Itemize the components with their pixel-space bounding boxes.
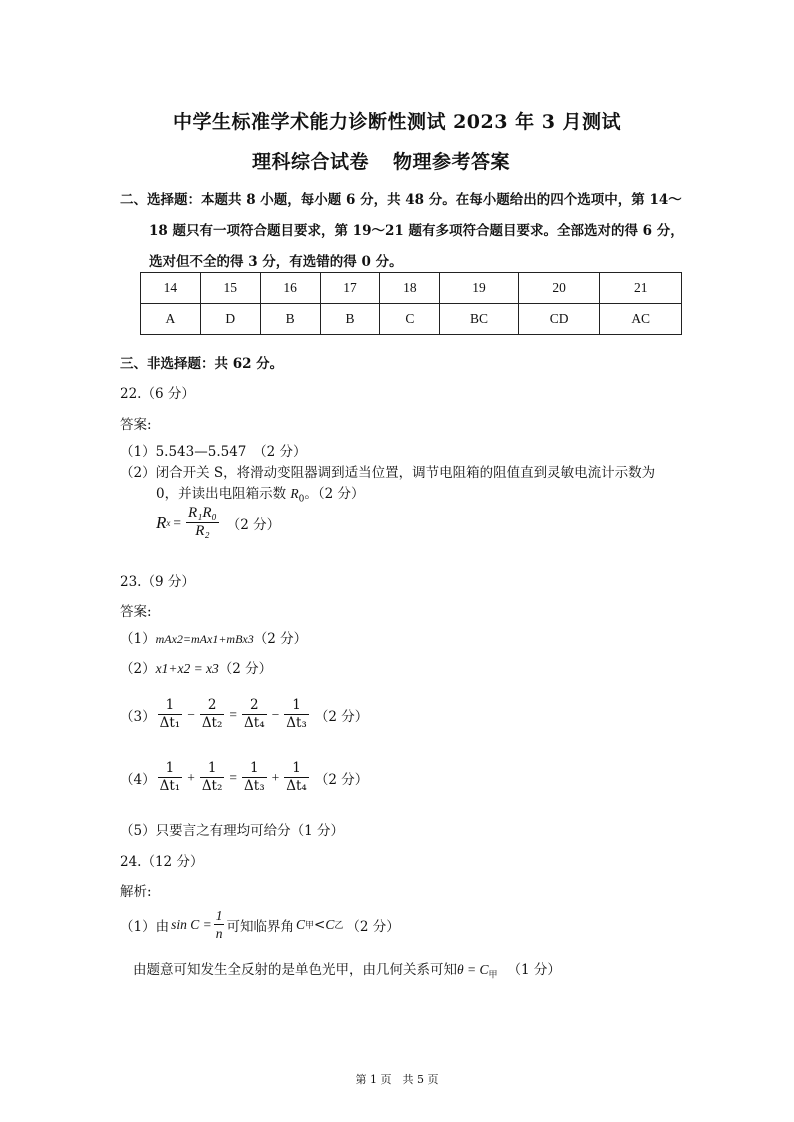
q24-part2-expr: θ = C — [457, 962, 489, 977]
answer-cell: C — [380, 304, 440, 335]
question-number-cell: 15 — [200, 273, 260, 304]
q22-formula: R x = $\frac{\text{R₁R₀}}{\text{R₂}}$ （2 分） — [156, 505, 281, 539]
fraction-denominator: Δt₃ — [244, 778, 265, 794]
page-title: 中学生标准学术能力诊断性测试 2023 年 3 月测试 — [172, 111, 622, 133]
q23-part1-label: （1） — [120, 631, 156, 647]
q24-part1-c1-sub: 甲 — [304, 921, 314, 931]
fraction-numerator: 1 — [158, 760, 183, 778]
q22-part2-text-a: 0，并读出电阻箱示数 — [156, 486, 291, 502]
answer-cell: BC — [440, 304, 519, 335]
q23-part2-expr: x1+x2 = x3 — [155, 661, 219, 676]
q24-part2-points: （1 分） — [507, 962, 561, 978]
q22-header: 22.（6 分） — [120, 386, 195, 402]
q24-part1-c1: C — [295, 916, 305, 932]
answer-cell: B — [320, 304, 380, 335]
fraction-denominator: Δt₄ — [244, 715, 265, 731]
q24-part1-fraction — [214, 907, 225, 942]
q22-part1: （1）5.543—5.547 （2 分） — [120, 444, 307, 460]
q22-r0-sub: 0 — [298, 494, 305, 505]
answer-cell: AC — [600, 304, 682, 335]
page-footer: 第 1 页 共 5 页 — [355, 1073, 439, 1086]
q23-part4-points: （2 分） — [314, 771, 369, 788]
q23-part4-term — [200, 760, 225, 795]
answer-cell: B — [260, 304, 320, 335]
q23-part1-expr: mAx2=mAx1+mBx3 — [155, 632, 254, 646]
q23-part3-term — [242, 697, 267, 732]
q23-answer-label: 答案: — [120, 604, 152, 620]
fraction-denominator: n — [215, 926, 223, 941]
answer-cell: A — [141, 304, 201, 335]
question-number-cell: 20 — [518, 273, 600, 304]
q23-part4-term — [284, 760, 309, 795]
q22-r0-var: R — [290, 486, 299, 501]
answer-table — [140, 272, 682, 335]
q22-formula-points: （2 分） — [226, 516, 281, 533]
mc-instructions-line3: 选对但不全的得 3 分，有选错的得 0 分。 — [149, 254, 403, 270]
page-subtitle-left: 理科综合试卷 — [252, 151, 370, 173]
fraction-denominator: Δt₂ — [201, 715, 223, 731]
mc-instructions-line1: 二、选择题：本题共 8 小题，每小题 6 分，共 48 分。在每小题给出的四个选项中，第 14～ — [120, 192, 682, 208]
q22-formula-denominator: R₂ — [195, 523, 210, 539]
q22-formula-lhs: R — [156, 512, 167, 532]
q24-header: 24.（12 分） — [120, 854, 204, 870]
q23-part2-label: （2） — [120, 661, 156, 677]
q24-part1-c2-sub: 乙 — [334, 921, 344, 931]
q24-part2 — [133, 958, 561, 981]
question-number-cell: 16 — [260, 273, 320, 304]
fraction-numerator: 1 — [200, 760, 225, 778]
q24-part1-points: （2 分） — [346, 918, 400, 935]
nonmc-heading: 三、非选择题：共 62 分。 — [120, 356, 284, 372]
q24-part1 — [120, 907, 400, 942]
question-number-cell: 14 — [141, 273, 201, 304]
q24-part1-sin: sin C = — [171, 916, 212, 932]
q24-part1-lt: < — [314, 916, 326, 933]
question-number-cell: 21 — [600, 273, 682, 304]
fraction-numerator: 2 — [242, 697, 267, 715]
answer-table-answer-row — [141, 304, 682, 335]
page-subtitle-right: 物理参考答案 — [393, 151, 511, 173]
q24-part2-text: 由题意可知发生全反射的是单色光甲，由几何关系可知 — [133, 962, 457, 978]
question-number-cell: 18 — [380, 273, 440, 304]
q23-part3-term — [158, 697, 183, 732]
fraction-denominator: Δt₁ — [159, 778, 181, 794]
q23-part4: （4） $\frac{1}{\text{Δt₁}}$ + $\frac{1}{\text{Δt₂}}$ = $\frac{1}{\text{Δt₃}}$ + $\frac{1}{\text{Δt₄}}$ （2 分） — [120, 760, 369, 794]
q23-part3: （3） $\frac{1}{\text{Δt₁}}$ − $\frac{2}{\text{Δt₂}}$ = $\frac{2}{\text{Δt₄}}$ − $\frac{1}{\text{Δt₃}}$ （2 分） — [120, 697, 369, 731]
fraction-numerator: 1 — [242, 760, 267, 778]
fraction-numerator: 1 — [284, 697, 309, 715]
q23-part5: （5）只要言之有理均可给分（1 分） — [120, 823, 344, 839]
fraction-numerator: 2 — [200, 697, 225, 715]
q24-part1-c2: C — [325, 916, 335, 932]
mc-instructions-line2: 18 题只有一项符合题目要求，第 19～21 题有多项符合题目要求。全部选对的得 6 分， — [149, 223, 684, 239]
question-number-cell: 19 — [440, 273, 519, 304]
q22-formula-fraction — [186, 505, 219, 540]
q23-part3-term — [284, 697, 309, 732]
q23-part3-points: （2 分） — [314, 708, 369, 725]
answer-cell: CD — [518, 304, 600, 335]
fraction-numerator: 1 — [284, 760, 309, 778]
q24-part2-sub: 甲 — [488, 970, 498, 981]
q23-part4-label: （4） — [120, 771, 156, 788]
q23-part2 — [120, 657, 272, 677]
q23-part3-term — [200, 697, 225, 732]
fraction-denominator: Δt₃ — [286, 715, 307, 731]
q23-part4-term — [158, 760, 183, 795]
q23-part2-points: （2 分） — [218, 661, 273, 677]
q24-part1-text-b: 可知临界角 — [226, 918, 294, 935]
q22-part2-text-b: 。（2 分） — [304, 486, 365, 502]
q22-formula-lhs-sub: x — [166, 517, 171, 528]
fraction-numerator: 1 — [158, 697, 183, 715]
q22-part2-line1: （2）闭合开关 S，将滑动变阻器调到适当位置，调节电阻箱的阻值直到灵敏电流计示数为 — [120, 465, 656, 481]
q22-part2-line2 — [156, 482, 365, 505]
q23-part1 — [120, 627, 307, 647]
fraction-numerator: 1 — [215, 908, 223, 923]
fraction-denominator: Δt₁ — [159, 715, 181, 731]
q22-formula-numerator: R₁R₀ — [188, 505, 217, 521]
q23-part1-points: （2 分） — [253, 631, 308, 647]
q23-part3-label: （3） — [120, 708, 156, 725]
answer-cell: D — [200, 304, 260, 335]
question-number-cell: 17 — [320, 273, 380, 304]
q23-part4-term — [242, 760, 267, 795]
q23-header: 23.（9 分） — [120, 574, 195, 590]
answer-table-number-row — [141, 273, 682, 304]
q24-part1-text-a: （1）由 — [120, 918, 170, 935]
q24-analysis-label: 解析: — [120, 884, 152, 900]
q22-answer-label: 答案: — [120, 417, 152, 433]
fraction-denominator: Δt₂ — [201, 778, 223, 794]
fraction-denominator: Δt₄ — [286, 778, 307, 794]
